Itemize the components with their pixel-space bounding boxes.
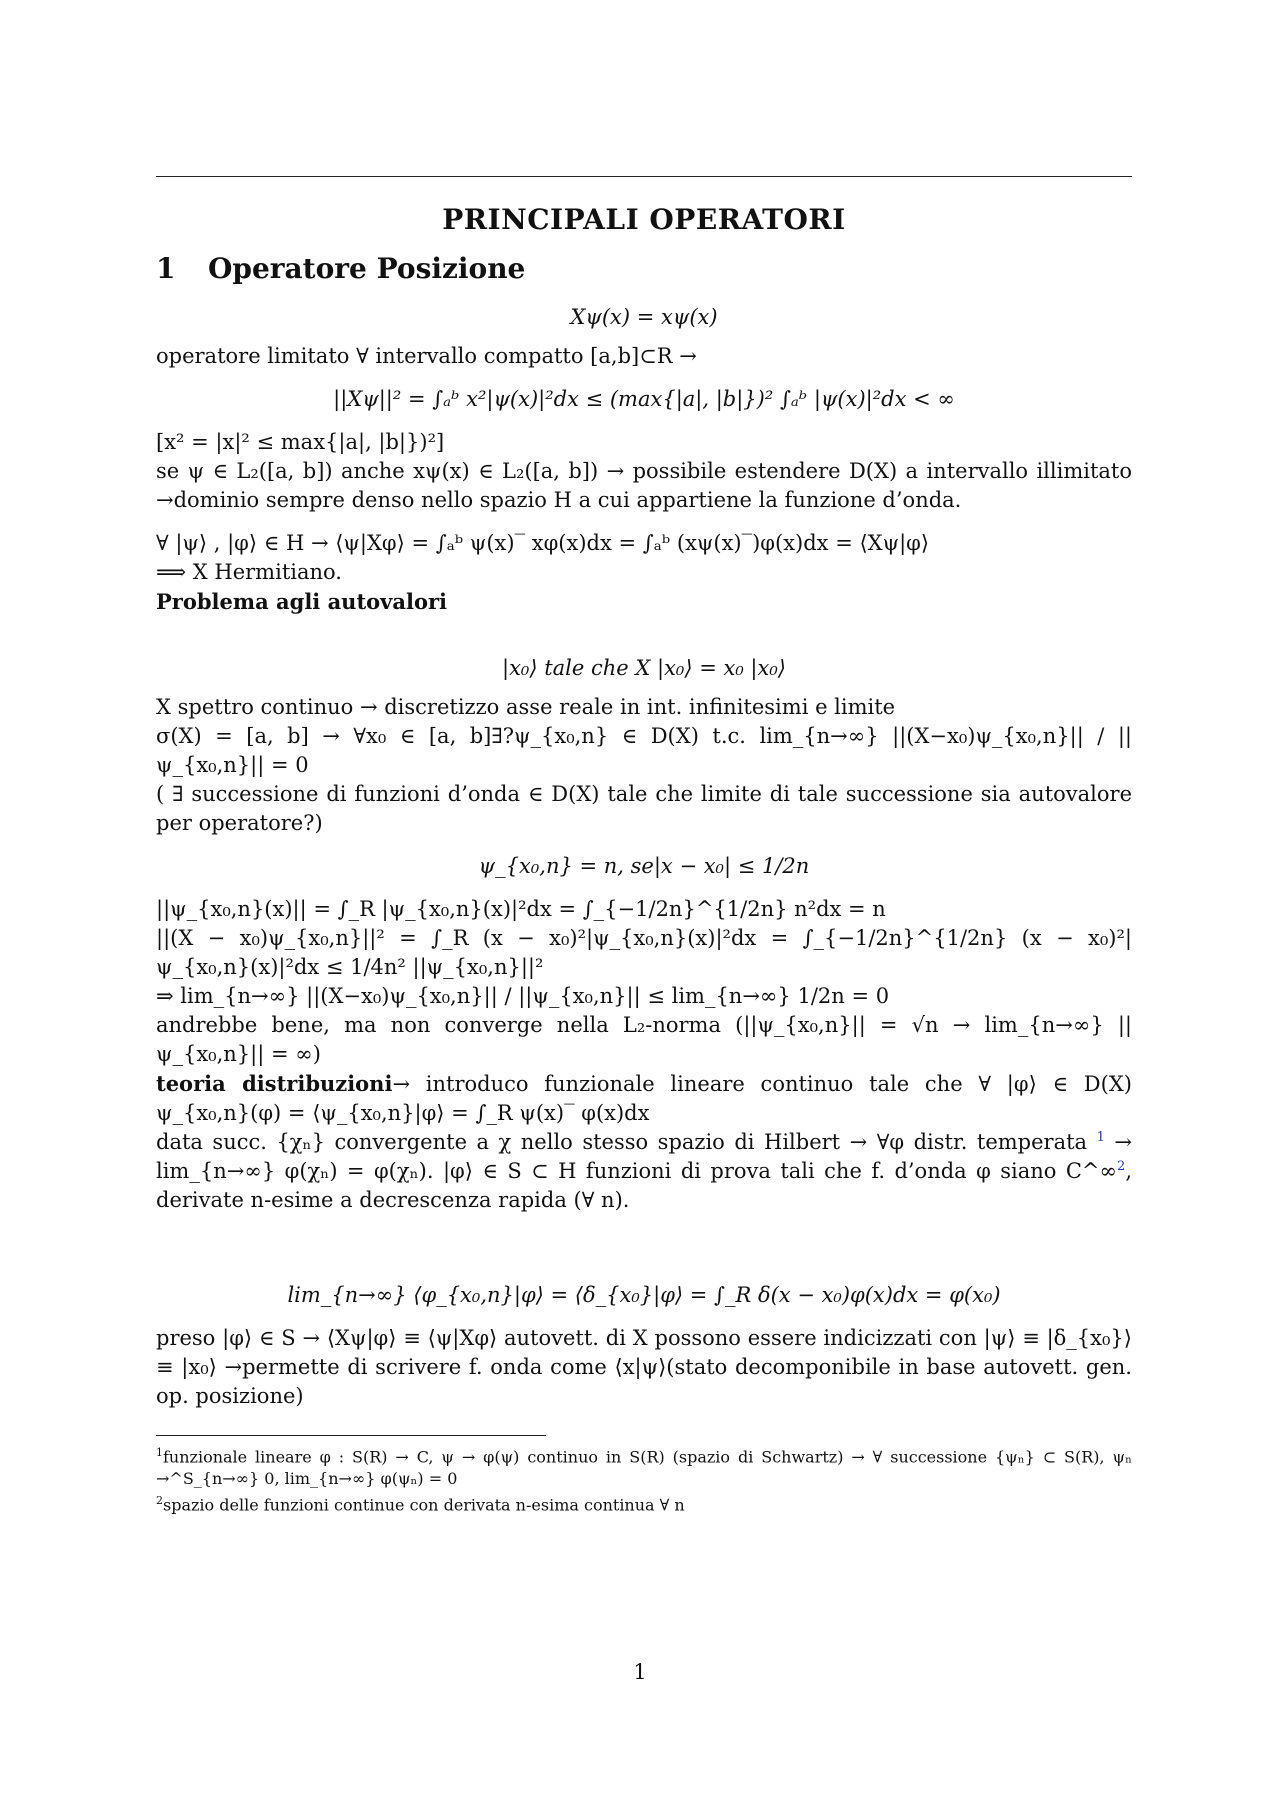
equation-norm-bound: ||Xψ||² = ∫ₐᵇ x²|ψ(x)|²dx ≤ (max{|a|, |b|})² ∫ₐᵇ |ψ(x)|²dx < ∞ [333, 387, 955, 411]
distributions-rest: → introduco funzionale lineare continuo tale che ∀ |φ⟩ ∈ D(X) ψ_{x₀,n}(φ) = ⟨ψ_{x₀,n}|φ⟩ = ∫_R ψ(x)‾ φ(x)dx [156, 1072, 1132, 1125]
footnote-ref-2[interactable]: 2 [1117, 1159, 1126, 1174]
document-page [156, 176, 1132, 1517]
tempered-c: , derivate n-esime a decrescenza rapida (∀ n). [156, 1159, 1132, 1212]
bold-distributions: teoria distribuzioni [156, 1071, 393, 1096]
paragraph-bounded: operatore limitato ∀ intervallo compatto [a,b]⊂R → [156, 344, 697, 368]
equation-delta-limit: lim_{n→∞} ⟨φ_{x₀,n}|φ⟩ = ⟨δ_{x₀}|φ⟩ = ∫_R δ(x − x₀)φ(x)dx = φ(x₀) [287, 1283, 1001, 1307]
section-heading [156, 254, 1132, 283]
paragraph-limit-zero: ⇒ lim_{n→∞} ||(X−x₀)ψ_{x₀,n}|| / ||ψ_{x₀,n}|| ≤ lim_{n→∞} 1/2n = 0 [156, 984, 890, 1008]
footnote-1-text: funzionale lineare φ : S(R) → C, ψ → φ(ψ) continuo in S(R) (spazio di Schwartz) → ∀ successione {ψₙ} ⊂ S(R), ψₙ →^S_{n→∞} 0, lim_{n→∞} φ(ψₙ) = 0 [156, 1447, 1132, 1489]
paragraph-spectrum-limit: σ(X) = [a, b] → ∀x₀ ∈ [a, b]∃?ψ_{x₀,n} ∈ D(X) t.c. lim_{n→∞} ||(X−x₀)ψ_{x₀,n}|| / ||ψ_{x₀,n}|| = 0 [156, 724, 1132, 777]
top-rule [156, 176, 1132, 177]
paragraph-succession-question: ( ∃ successione di funzioni d’onda ∈ D(X) tale che limite di tale successione sia autovalore per operatore?) [156, 782, 1132, 835]
footnote-rule [156, 1435, 546, 1436]
equation-position-operator: Xψ(x) = xψ(x) [570, 305, 718, 329]
paragraph-distributions [156, 1069, 1132, 1128]
footnote-2-text: spazio delle funzioni continue con derivata n-esima continua ∀ n [163, 1495, 685, 1515]
footnote-2-mark: 2 [156, 1494, 163, 1508]
paragraph-eigenvectors: preso |φ⟩ ∈ S → ⟨Xψ|φ⟩ ≡ ⟨ψ|Xφ⟩ autovett. di X possono essere indicizzati con |ψ⟩ ≡ |δ_{x₀}⟩ ≡ |x₀⟩ →permette di scrivere f. onda come ⟨x|ψ⟩(stato decomponibile in base autovett. gen. op. posizione) [156, 1326, 1132, 1408]
subheading-eigenvalues: Problema agli autovalori [156, 589, 447, 614]
footnote-2 [156, 1490, 1132, 1516]
paragraph-bound-estimate: ||(X − x₀)ψ_{x₀,n}||² = ∫_R (x − x₀)²|ψ_{x₀,n}(x)|²dx = ∫_{−1/2n}^{1/2n} (x − x₀)²|ψ_{x₀,n}(x)|²dx ≤ 1/4n² ||ψ_{x₀,n}||² [156, 926, 1132, 979]
paragraph-not-converge: andrebbe bene, ma non converge nella L₂-norma (||ψ_{x₀,n}|| = √n → lim_{n→∞} ||ψ_{x₀,n}|| = ∞) [156, 1013, 1132, 1066]
paragraph-bound-note: [x² = |x|² ≤ max{|a|, |b|})²] [156, 430, 445, 454]
footnote-1 [156, 1442, 1132, 1490]
tempered-b: → lim_{n→∞} φ(χₙ) = φ(χₙ). |φ⟩ ∈ S ⊂ H funzioni di prova tali che f. d’onda φ siano C^∞ [156, 1130, 1132, 1183]
paragraph-continuous-spectrum: X spettro continuo → discretizzo asse reale in int. infinitesimi e limite [156, 695, 896, 719]
paragraph-hermitian-proof: ∀ |ψ⟩ , |φ⟩ ∈ H → ⟨ψ|Xφ⟩ = ∫ₐᵇ ψ(x)‾ xφ(x)dx = ∫ₐᵇ (xψ(x)‾)φ(x)dx = ⟨Xψ|φ⟩ [156, 531, 930, 555]
footnote-1-mark: 1 [156, 1446, 163, 1459]
paragraph-tempered [156, 1128, 1132, 1215]
equation-eigen: |x₀⟩ tale che X |x₀⟩ = x₀ |x₀⟩ [502, 656, 786, 680]
section-title: Operatore Posizione [208, 252, 526, 285]
paragraph-domain: se ψ ∈ L₂([a, b]) anche xψ(x) ∈ L₂([a, b]) → possibile estendere D(X) a intervallo illimitato →dominio sempre denso nello spazio H a cui appartiene la funzione d’onda. [156, 459, 1132, 512]
doc-title: PRINCIPALI OPERATORI [442, 203, 846, 236]
paragraph-hermitian: ⟹ X Hermitiano. [156, 560, 342, 584]
footnote-ref-1[interactable]: 1 [1096, 1130, 1105, 1145]
equation-psi-def: ψ_{x₀,n} = n, se|x − x₀| ≤ 1/2n [478, 854, 810, 878]
tempered-a: data succ. {χₙ} convergente a χ nello stesso spazio di Hilbert → ∀φ distr. temperata [156, 1130, 1088, 1154]
paragraph-psi-norm: ||ψ_{x₀,n}(x)|| = ∫_R |ψ_{x₀,n}(x)|²dx = ∫_{−1/2n}^{1/2n} n²dx = n [156, 897, 886, 921]
section-number: 1 [156, 252, 176, 285]
page-number: 1 [633, 1660, 647, 1684]
